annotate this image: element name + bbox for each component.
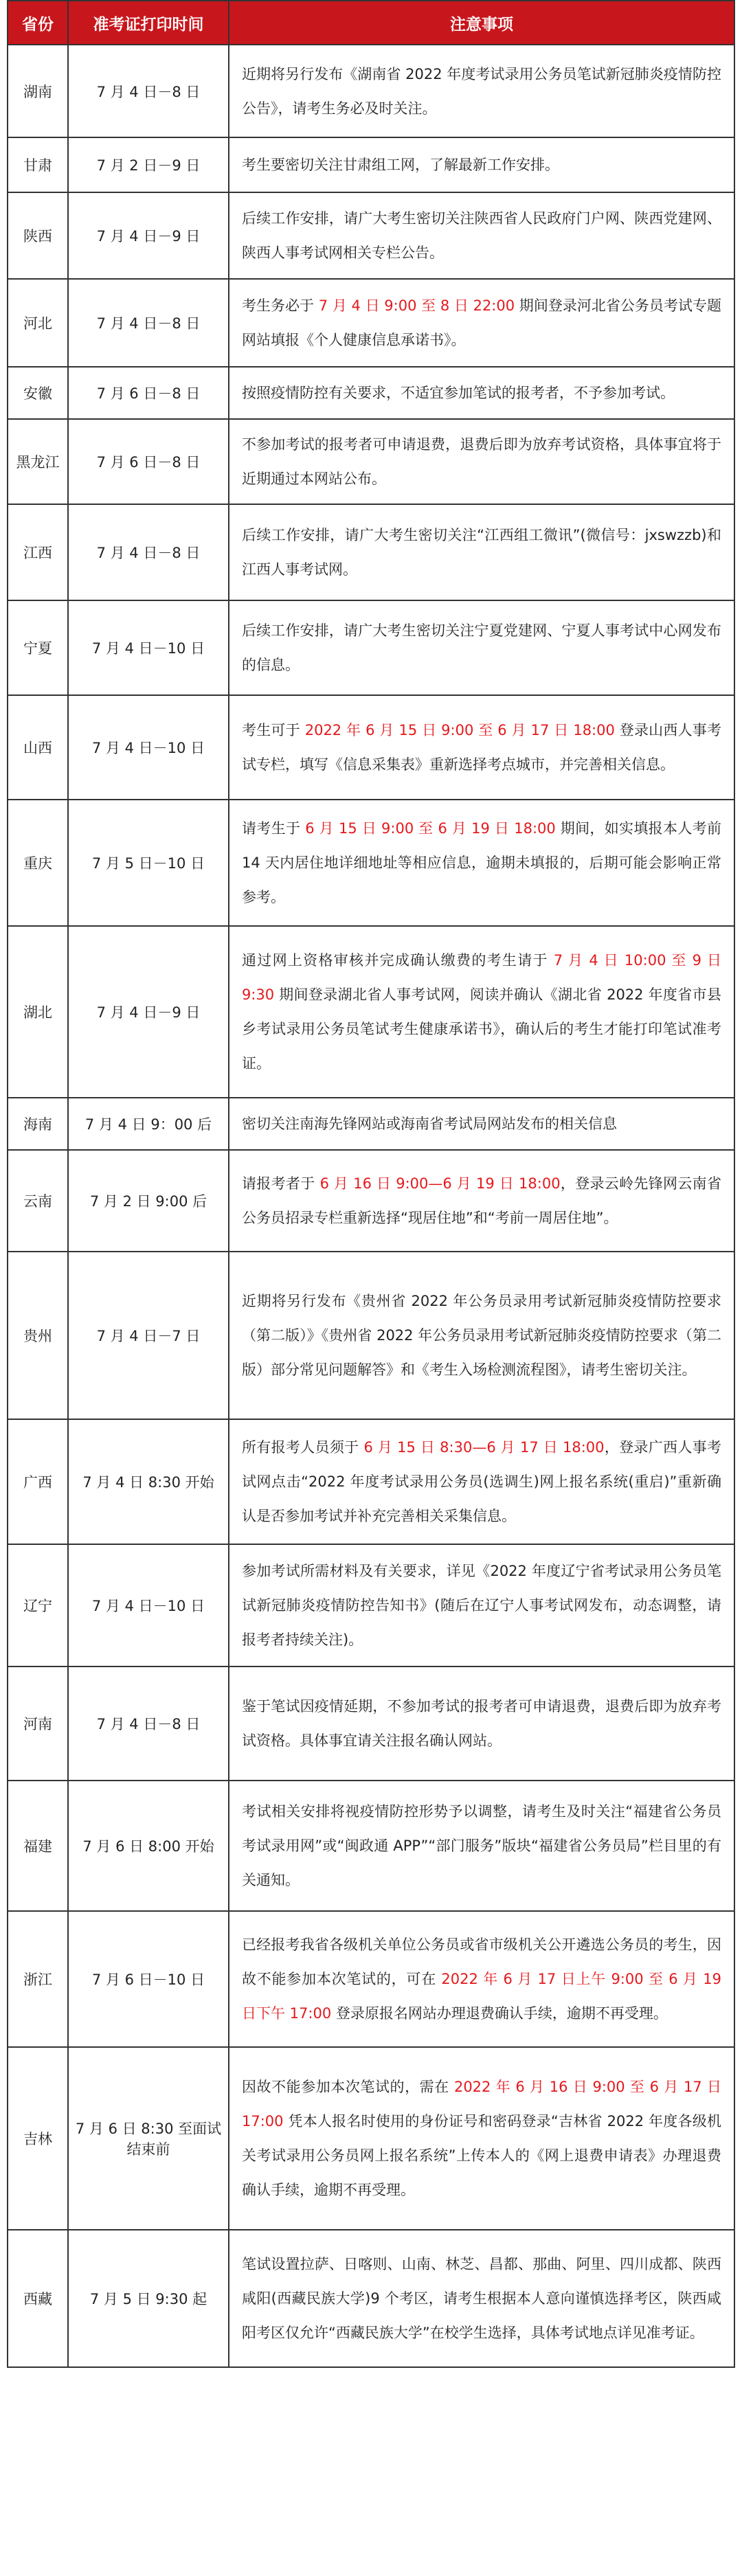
print-time-cell: 7 月 4 日－8 日 [68, 279, 229, 367]
note-text: 考生务必于 [242, 297, 319, 314]
print-time-cell: 7 月 4 日－8 日 [68, 1667, 229, 1781]
province-cell: 湖北 [8, 926, 68, 1098]
notes-cell [229, 137, 734, 192]
table-row [8, 2047, 734, 2230]
exam-notice-table [7, 0, 735, 2368]
province-cell: 云南 [8, 1150, 68, 1252]
notes-cell [229, 504, 734, 600]
notes-cell [229, 1911, 734, 2047]
notes-cell [229, 1667, 734, 1781]
print-time-cell: 7 月 5 日 9:30 起 [68, 2230, 229, 2367]
print-time-cell: 7 月 6 日－8 日 [68, 419, 229, 504]
table-row [8, 1098, 734, 1150]
print-time-cell: 7 月 5 日－10 日 [68, 800, 229, 926]
highlighted-date-text: 2022 年 6 月 15 日 9:00 至 6 月 17 日 18:00 [304, 722, 615, 738]
province-cell: 福建 [8, 1781, 68, 1911]
highlighted-date-text: 7 月 4 日 10:00 至 9 日 9:30 [242, 952, 721, 1003]
note-text: 鉴于笔试因疫情延期，不参加考试的报考者可申请退费，退费后即为放弃考试资格。具体事宜请关注报名确认网站。 [242, 1698, 721, 1749]
note-text: 请考生于 [242, 820, 306, 837]
notes-cell [229, 1098, 734, 1150]
note-text: 近期将另行发布《贵州省 2022 年公务员录用考试新冠肺炎疫情防控要求（第二版）》《贵州省 2022 年公务员录用考试新冠肺炎疫情防控要求（第二版）部分常见问题解答》和《考生入场检测流程图》，请考生密切关注。 [242, 1293, 721, 1378]
province-cell: 黑龙江 [8, 419, 68, 504]
print-time-cell: 7 月 6 日 8:00 开始 [68, 1781, 229, 1911]
notes-cell [229, 600, 734, 695]
highlighted-date-text: 2022 年 6 月 17 日上午 9:00 至 6 月 19 日下午 17:00 [242, 1971, 721, 2022]
table-row [8, 1150, 734, 1252]
note-text: 考试相关安排将视疫情防控形势予以调整，请考生及时关注“福建省公务员考试录用网”或“闽政通 APP”“部门服务”版块“福建省公务员局”栏目里的有关通知。 [242, 1803, 721, 1888]
notes-cell [229, 1544, 734, 1667]
highlighted-date-text: 7 月 4 日 9:00 至 8 日 22:00 [318, 297, 515, 314]
print-time-cell: 7 月 4 日－9 日 [68, 192, 229, 279]
note-text: 期间，如实填报本人考前 14 天内居住地详细地址等相应信息，逾期未填报的，后期可能会影响正常参考。 [242, 820, 721, 905]
table-header-row [8, 1, 734, 45]
province-cell: 陕西 [8, 192, 68, 279]
header-province: 省份 [8, 1, 68, 45]
table-row [8, 45, 734, 137]
table-row [8, 419, 734, 504]
province-cell: 浙江 [8, 1911, 68, 2047]
province-cell: 河南 [8, 1667, 68, 1781]
notes-cell [229, 1150, 734, 1252]
province-cell: 山西 [8, 695, 68, 800]
table-row [8, 1667, 734, 1781]
note-text: 所有报考人员须于 [242, 1439, 364, 1456]
province-cell: 宁夏 [8, 600, 68, 695]
highlighted-date-text: 2022 年 6 月 16 日 9:00 至 6 月 17 日 17:00 [242, 2079, 721, 2129]
province-cell: 重庆 [8, 800, 68, 926]
note-text: 登录原报名网站办理退费确认手续，逾期不再受理。 [331, 2005, 668, 2022]
print-time-cell: 7 月 4 日－10 日 [68, 600, 229, 695]
print-time-cell: 7 月 6 日－10 日 [68, 1911, 229, 2047]
print-time-cell: 7 月 4 日－8 日 [68, 45, 229, 137]
print-time-cell: 7 月 4 日－7 日 [68, 1252, 229, 1419]
print-time-cell: 7 月 4 日－10 日 [68, 1544, 229, 1667]
print-time-cell: 7 月 4 日 9：00 后 [68, 1098, 229, 1150]
highlighted-date-text: 6 月 15 日 8:30—6 月 17 日 18:00 [363, 1439, 605, 1456]
note-text: 期间登录河北省公务员考试专题网站填报《个人健康信息承诺书》。 [242, 297, 721, 348]
notes-cell [229, 419, 734, 504]
province-cell: 海南 [8, 1098, 68, 1150]
table-row [8, 192, 734, 279]
province-cell: 广西 [8, 1419, 68, 1544]
note-text: 按照疫情防控有关要求，不适宜参加笔试的报考者，不予参加考试。 [242, 385, 675, 401]
print-time-cell: 7 月 4 日－8 日 [68, 504, 229, 600]
print-time-cell: 7 月 4 日－10 日 [68, 695, 229, 800]
highlighted-date-text: 6 月 16 日 9:00—6 月 19 日 18:00 [319, 1175, 561, 1192]
province-cell: 甘肃 [8, 137, 68, 192]
notes-cell [229, 926, 734, 1098]
note-text: 后续工作安排，请广大考生密切关注宁夏党建网、宁夏人事考试中心网发布的信息。 [242, 622, 721, 673]
table-row [8, 504, 734, 600]
notes-cell [229, 695, 734, 800]
print-time-cell: 7 月 6 日 8:30 至面试结束前 [68, 2047, 229, 2230]
table-row [8, 600, 734, 695]
province-cell: 西藏 [8, 2230, 68, 2367]
province-cell: 河北 [8, 279, 68, 367]
note-text: 后续工作安排，请广大考生密切关注“江西组工微讯”(微信号：jxswzzb)和江西人事考试网。 [242, 527, 721, 578]
notes-cell [229, 1252, 734, 1419]
note-text: 参加考试所需材料及有关要求，详见《2022 年度辽宁省考试录用公务员笔试新冠肺炎疫情防控告知书》(随后在辽宁人事考试网发布，动态调整，请报考者持续关注)。 [242, 1563, 721, 1648]
exam-notice-table-container [7, 0, 734, 2368]
notes-cell [229, 2230, 734, 2367]
table-row [8, 1911, 734, 2047]
note-text: 近期将另行发布《湖南省 2022 年度考试录用公务员笔试新冠肺炎疫情防控公告》，请考生务必及时关注。 [242, 65, 721, 117]
note-text: 已经报考我省各级机关单位公务员或省市级机关公开遴选公务员的考生，因故不能参加本次笔试的，可在 [242, 1936, 721, 1987]
note-text: 凭本人报名时使用的身份证号和密码登录“吉林省 2022 年度各级机关考试录用公务员网上报名系统”上传本人的《网上退费申请表》办理退费确认手续，逾期不再受理。 [242, 2113, 721, 2198]
notes-cell [229, 1419, 734, 1544]
print-time-cell: 7 月 2 日 9:00 后 [68, 1150, 229, 1252]
note-text: 通过网上资格审核并完成确认缴费的考生请于 [242, 952, 554, 969]
note-text: 后续工作安排，请广大考生密切关注陕西省人民政府门户网、陕西党建网、陕西人事考试网相关专栏公告。 [242, 210, 721, 261]
notes-cell [229, 1781, 734, 1911]
province-cell: 贵州 [8, 1252, 68, 1419]
table-row [8, 2230, 734, 2367]
note-text: 登录山西人事考试专栏，填写《信息采集表》重新选择考点城市，并完善相关信息。 [242, 722, 721, 773]
notes-cell [229, 800, 734, 926]
province-cell: 安徽 [8, 367, 68, 419]
table-row [8, 279, 734, 367]
notes-cell [229, 2047, 734, 2230]
note-text: 考生要密切关注甘肃组工网，了解最新工作安排。 [242, 157, 559, 173]
notes-cell [229, 45, 734, 137]
table-row [8, 695, 734, 800]
province-cell: 湖南 [8, 45, 68, 137]
table-row [8, 137, 734, 192]
highlighted-date-text: 6 月 15 日 9:00 至 6 月 19 日 18:00 [305, 820, 556, 837]
notes-cell [229, 367, 734, 419]
province-cell: 江西 [8, 504, 68, 600]
print-time-cell: 7 月 4 日 8:30 开始 [68, 1419, 229, 1544]
note-text: ，登录云岭先锋网云南省公务员招录专栏重新选择“现居住地”和“考前一周居住地”。 [242, 1175, 721, 1226]
province-cell: 吉林 [8, 2047, 68, 2230]
print-time-cell: 7 月 2 日－9 日 [68, 137, 229, 192]
table-row [8, 926, 734, 1098]
note-text: 密切关注南海先锋网站或海南省考试局网站发布的相关信息 [242, 1116, 617, 1132]
table-row [8, 1781, 734, 1911]
notes-cell [229, 279, 734, 367]
note-text: ，登录广西人事考试网点击“2022 年度考试录用公务员(选调生)网上报名系统(重启)”重新确认是否参加考试并补充完善相关采集信息。 [242, 1439, 721, 1524]
province-cell: 辽宁 [8, 1544, 68, 1667]
note-text: 请报考者于 [242, 1175, 320, 1192]
header-notes: 注意事项 [229, 1, 734, 45]
note-text: 期间登录湖北省人事考试网，阅读并确认《湖北省 2022 年度省市县乡考试录用公务员笔试考生健康承诺书》，确认后的考生才能打印笔试准考证。 [242, 986, 721, 1072]
table-row [8, 1544, 734, 1667]
header-print-time: 准考证打印时间 [68, 1, 229, 45]
print-time-cell: 7 月 4 日－9 日 [68, 926, 229, 1098]
note-text: 不参加考试的报考者可申请退费，退费后即为放弃考试资格，具体事宜将于近期通过本网站公布。 [242, 436, 721, 487]
note-text: 因故不能参加本次笔试的，需在 [242, 2079, 454, 2095]
note-text: 笔试设置拉萨、日喀则、山南、林芝、昌都、那曲、阿里、四川成都、陕西咸阳(西藏民族大学)9 个考区，请考生根据本人意向谨慎选择考区，陕西咸阳考区仅允许“西藏民族大学”在校学生选择，具体考试地点详见准考证。 [242, 2256, 721, 2341]
print-time-cell: 7 月 6 日－8 日 [68, 367, 229, 419]
table-row [8, 367, 734, 419]
table-row [8, 800, 734, 926]
note-text: 考生可于 [242, 722, 305, 738]
table-row [8, 1419, 734, 1544]
notes-cell [229, 192, 734, 279]
table-row [8, 1252, 734, 1419]
